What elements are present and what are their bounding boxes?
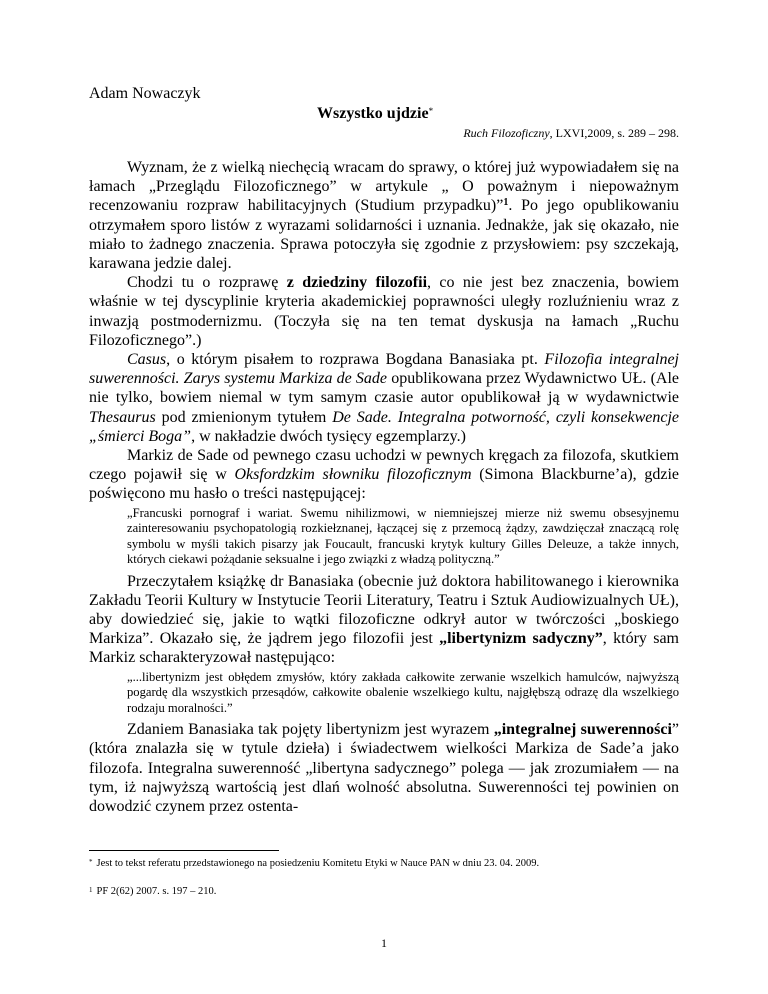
paragraph-4-text-a: Markiz de Sade od pewnego czasu uchodzi w pewnych kręgach za filozofa, skutkiem czego pojawił się w (89, 447, 679, 484)
paragraph-3-text-d: , w nakładzie dwóch tysięcy egzemplarzy.) (191, 427, 466, 445)
footnote-1 (89, 885, 679, 899)
footnote-separator (89, 850, 279, 851)
article-title (89, 104, 679, 124)
paragraph-2-text-a: Chodzi tu o rozprawę (127, 274, 287, 292)
article-body (89, 158, 679, 816)
paragraph-2 (89, 273, 679, 350)
paragraph-3-book-title: Filozofia integralnej suwerenności. Zarys systemu Markiza de Sade (89, 351, 679, 388)
footnote-star (89, 857, 679, 871)
paragraph-6-text-b: ” (która znalazła się w tytule dzieła) i świadectwem wielkości Markiza de Sade’a jako filozofa. Integralna suwerenność „libertyna sadycznego” polega — jak zrozumiałem — na tym, iż najwyższą wartością jest dlań wolność absolutna. Suwerenności tej powinien on dowodzić czynem przez ostenta- (89, 721, 680, 815)
paragraph-3-text-a: , o którym pisałem to rozprawa Bogdana Banasiaka pt. (166, 351, 545, 369)
citation-journal: Ruch Filozoficzny (463, 126, 550, 140)
paragraph-1 (89, 158, 679, 273)
document-page (89, 84, 679, 816)
paragraph-2-text-b: , co nie jest bez znaczenia, bowiem właśnie w tej dyscyplinie kryteria akademickiej poprawności uległy rozluźnieniu wraz z inwazją postmodernizmu. (Toczyła się na ten temat dyskusja na łamach „Ruchu Filozoficznego”.) (89, 274, 680, 349)
title-footnote-marker: * (428, 106, 434, 116)
paragraph-3 (89, 350, 679, 446)
paragraph-5-bold: „libertynizm sadyczny” (439, 630, 603, 648)
footnote-star-text: Jest to tekst referatu przedstawionego na posiedzeniu Komitetu Etyki w Nauce PAN w dniu 23. 04. 2009. (96, 858, 540, 869)
page-number: 1 (381, 936, 387, 950)
paragraph-5 (89, 572, 679, 668)
article-title-text: Wszystko ujdzie (317, 105, 429, 122)
paragraph-3-text-b: opublikowana przez Wydawnictwo UŁ. (Ale nie tylko, bowiem niemal w tym samym czasie autor opublikował ją w wydawnictwie (89, 370, 680, 407)
paragraph-6-bold: „integralnej suwerenności (493, 721, 672, 739)
paragraph-3-casus: Casus (127, 351, 167, 369)
paragraph-4-text-b: (Simona Blackburne’a), gdzie poświęcono mu hasło o treści następującej: (89, 466, 680, 503)
footnotes (89, 850, 679, 899)
paragraph-6-text-a: Zdaniem Banasiaka tak pojęty libertynizm jest wyrazem (127, 721, 494, 739)
author-name: Adam Nowaczyk (89, 85, 201, 102)
block-quote-2: „...libertynizm jest obłędem zmysłów, który zakłada całkowite zerwanie wszelkich hamulców, najwyższą pogardę dla wszystkich przesądów, całkowite obalenie wszelkiego kultu, najgłębszą odrazę dla wszelkiego rodzaju moralności.” (127, 669, 679, 715)
paragraph-5-text-a: Przeczytałem książkę dr Banasiaka (obecnie już doktora habilitowanego i kierownika Zakładu Teorii Kultury w Instytucie Teorii Literatury, Teatru i Sztuk Audiowizualnych UŁ), aby dowiedzieć się, jakie to wątki filozoficzne odkrył autor w twórczości „boskiego Markiza”. Okazało się, że jądrem jego filozofii jest (89, 572, 679, 648)
citation (89, 125, 679, 141)
block-quote-1: „Francuski pornograf i wariat. Swemu nihilizmowi, w niemniejszej mierze niż swemu obsesyjnemu zainteresowaniu psychopatologią rozkiełznanej, łączącej się z przemocą żądzy, zawdzięczał znaczącą rolę symbolu w myśli takich pisarzy jak Foucault, francuski krytyk kultury Gilles Deleuze, a także innych, których ciekawi pożądanie seksualne i jego związki z władzą polityczną.” (127, 505, 679, 567)
paragraph-3-text-c: pod zmienionym tytułem (155, 408, 333, 426)
citation-details: , LXVI,2009, s. 289 – 298. (549, 126, 679, 140)
footnote-1-marker: 1 (89, 886, 93, 894)
paragraph-3-publisher: Thesaurus (89, 408, 156, 426)
paragraph-1-text-b: . Po jego opublikowaniu otrzymałem sporo listów z wyrazami solidarności i uznania. Jednakże, jak się okazało, nie miało to żadnego znaczenia. Sprawa potoczyła się zgodnie z przysłowiem: psy szczekają, karawana jedzie dalej. (89, 197, 680, 273)
paragraph-3-new-title: De Sade. Integralna potworność, czyli konsekwencje „śmierci Boga” (89, 408, 680, 445)
footnote-ref-1: 1 (503, 197, 509, 209)
paragraph-1-text-a: Wyznam, że z wielką niechęcią wracam do sprawy, o której już wypowiadałem się na łamach „Przeglądu Filozoficznego” w artykule „ O poważnym i niepoważnym recenzowaniu rozpraw habilitacyjnych (Studium przypadku)” (89, 159, 679, 215)
paragraph-4-dictionary: Oksfordzkim słowniku filozoficznym (234, 466, 472, 484)
paragraph-5-text-b: , który sam Markiz scharakteryzował następująco: (89, 630, 680, 667)
footnote-star-marker: * (89, 858, 93, 866)
paragraph-4 (89, 446, 679, 504)
footnote-1-text: PF 2(62) 2007. s. 197 – 210. (96, 886, 217, 897)
paragraph-6 (89, 720, 679, 816)
paragraph-2-bold: z dziedziny filozofii (286, 274, 428, 292)
